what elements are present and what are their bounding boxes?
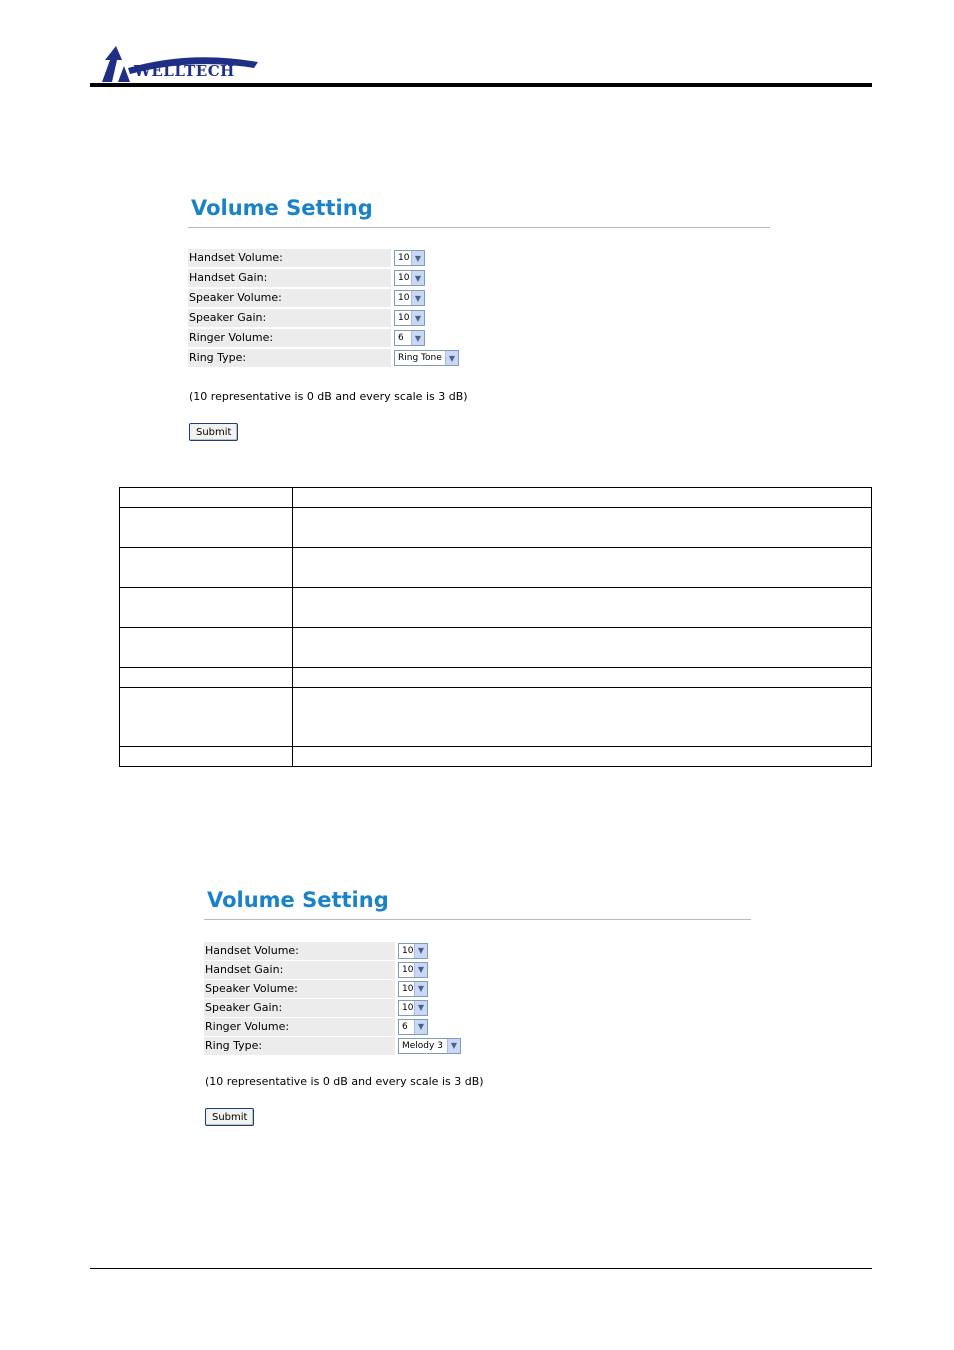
- speaker-gain-select[interactable]: [394, 310, 425, 326]
- speaker-volume-select[interactable]: [398, 981, 428, 997]
- chevron-down-icon[interactable]: ▼: [411, 271, 424, 285]
- select-value: 10: [402, 983, 414, 994]
- table-cell: [293, 668, 872, 688]
- select-value: 10: [402, 964, 414, 975]
- select-value: 10: [398, 253, 410, 263]
- ring-type-label: Ring Type:: [188, 349, 391, 367]
- handset-gain-label: Handset Gain:: [204, 961, 395, 979]
- ringer-volume-select[interactable]: [398, 1019, 428, 1035]
- table-row: [120, 628, 872, 668]
- handset-volume-label: Handset Volume:: [188, 249, 391, 267]
- speaker-gain-select[interactable]: [398, 1000, 428, 1016]
- table-cell: [120, 628, 293, 668]
- db-scale-note: (10 representative is 0 dB and every scale is 3 dB): [189, 390, 468, 403]
- table-row: [120, 588, 872, 628]
- title-divider: [188, 227, 770, 228]
- chevron-down-icon[interactable]: ▼: [411, 331, 424, 345]
- submit-button[interactable]: Submit: [189, 423, 238, 441]
- ring-type-row: [204, 1036, 751, 1055]
- ringer-volume-row: [188, 328, 770, 348]
- table-cell: [293, 747, 872, 767]
- footer-rule: [90, 1268, 872, 1269]
- speaker-gain-row: [204, 998, 751, 1017]
- speaker-gain-label: Speaker Gain:: [188, 309, 391, 327]
- speaker-volume-select[interactable]: [394, 290, 425, 306]
- chevron-down-icon[interactable]: ▼: [445, 351, 458, 365]
- table-cell: [120, 508, 293, 548]
- ring-type-select[interactable]: [394, 350, 459, 366]
- select-value: Ring Tone: [398, 353, 442, 363]
- table-cell: [293, 688, 872, 747]
- table-row: [120, 548, 872, 588]
- handset-volume-label: Handset Volume:: [204, 942, 395, 960]
- handset-volume-row: [204, 941, 751, 960]
- chevron-down-icon[interactable]: ▼: [414, 982, 427, 996]
- volume-setting-panel-2: [204, 887, 751, 1126]
- speaker-volume-label: Speaker Volume:: [188, 289, 391, 307]
- select-value: 6: [402, 1021, 408, 1032]
- volume-setting-panel-1: [188, 195, 770, 441]
- table-row: [120, 668, 872, 688]
- table-row: [120, 508, 872, 548]
- chevron-down-icon[interactable]: ▼: [414, 1020, 427, 1034]
- chevron-down-icon[interactable]: ▼: [411, 251, 424, 265]
- settings-form: [188, 248, 770, 368]
- chevron-down-icon[interactable]: ▼: [411, 291, 424, 305]
- select-value: 10: [398, 293, 410, 303]
- chevron-down-icon[interactable]: ▼: [414, 944, 427, 958]
- table-row: [120, 688, 872, 747]
- welltech-logo: [100, 44, 260, 84]
- ringer-volume-row: [204, 1017, 751, 1036]
- handset-gain-row: [204, 960, 751, 979]
- header-rule: [90, 83, 872, 87]
- select-value: 6: [398, 333, 404, 343]
- panel-title: Volume Setting: [191, 196, 373, 220]
- select-value: 10: [402, 1002, 414, 1013]
- ring-type-row: [188, 348, 770, 368]
- table-cell: [293, 508, 872, 548]
- select-value: 10: [402, 945, 414, 956]
- table-cell: [293, 548, 872, 588]
- speaker-volume-row: [204, 979, 751, 998]
- speaker-gain-row: [188, 308, 770, 328]
- table-cell: [120, 488, 293, 508]
- chevron-down-icon[interactable]: ▼: [447, 1039, 460, 1053]
- table-cell: [293, 628, 872, 668]
- ringer-volume-select[interactable]: [394, 330, 425, 346]
- handset-volume-select[interactable]: [398, 943, 428, 959]
- speaker-volume-row: [188, 288, 770, 308]
- speaker-volume-label: Speaker Volume:: [204, 980, 395, 998]
- handset-gain-row: [188, 268, 770, 288]
- submit-button[interactable]: Submit: [205, 1108, 254, 1126]
- speaker-gain-label: Speaker Gain:: [204, 999, 395, 1017]
- handset-gain-select[interactable]: [394, 270, 425, 286]
- ringer-volume-label: Ringer Volume:: [188, 329, 391, 347]
- chevron-down-icon[interactable]: ▼: [414, 963, 427, 977]
- chevron-down-icon[interactable]: ▼: [414, 1001, 427, 1015]
- ring-type-select[interactable]: [398, 1038, 461, 1054]
- settings-form: [204, 941, 751, 1055]
- handset-gain-select[interactable]: [398, 962, 428, 978]
- ringer-volume-label: Ringer Volume:: [204, 1018, 395, 1036]
- table-cell: [120, 548, 293, 588]
- select-value: 10: [398, 273, 410, 283]
- select-value: 10: [398, 313, 410, 323]
- handset-volume-row: [188, 248, 770, 268]
- table-row: [120, 488, 872, 508]
- settings-description-table: [119, 487, 872, 767]
- title-divider: [204, 919, 751, 920]
- chevron-down-icon[interactable]: ▼: [411, 311, 424, 325]
- table-row: [120, 747, 872, 767]
- ring-type-label: Ring Type:: [204, 1037, 395, 1055]
- select-value: Melody 3: [402, 1040, 443, 1051]
- table-cell: [120, 668, 293, 688]
- handset-gain-label: Handset Gain:: [188, 269, 391, 287]
- brand-name: WELLTECH: [134, 62, 235, 80]
- handset-volume-select[interactable]: [394, 250, 425, 266]
- panel-title: Volume Setting: [207, 888, 389, 912]
- table-cell: [120, 588, 293, 628]
- table-cell: [293, 588, 872, 628]
- table-cell: [120, 688, 293, 747]
- table-cell: [120, 747, 293, 767]
- db-scale-note: (10 representative is 0 dB and every scale is 3 dB): [205, 1075, 484, 1088]
- table-cell: [293, 488, 872, 508]
